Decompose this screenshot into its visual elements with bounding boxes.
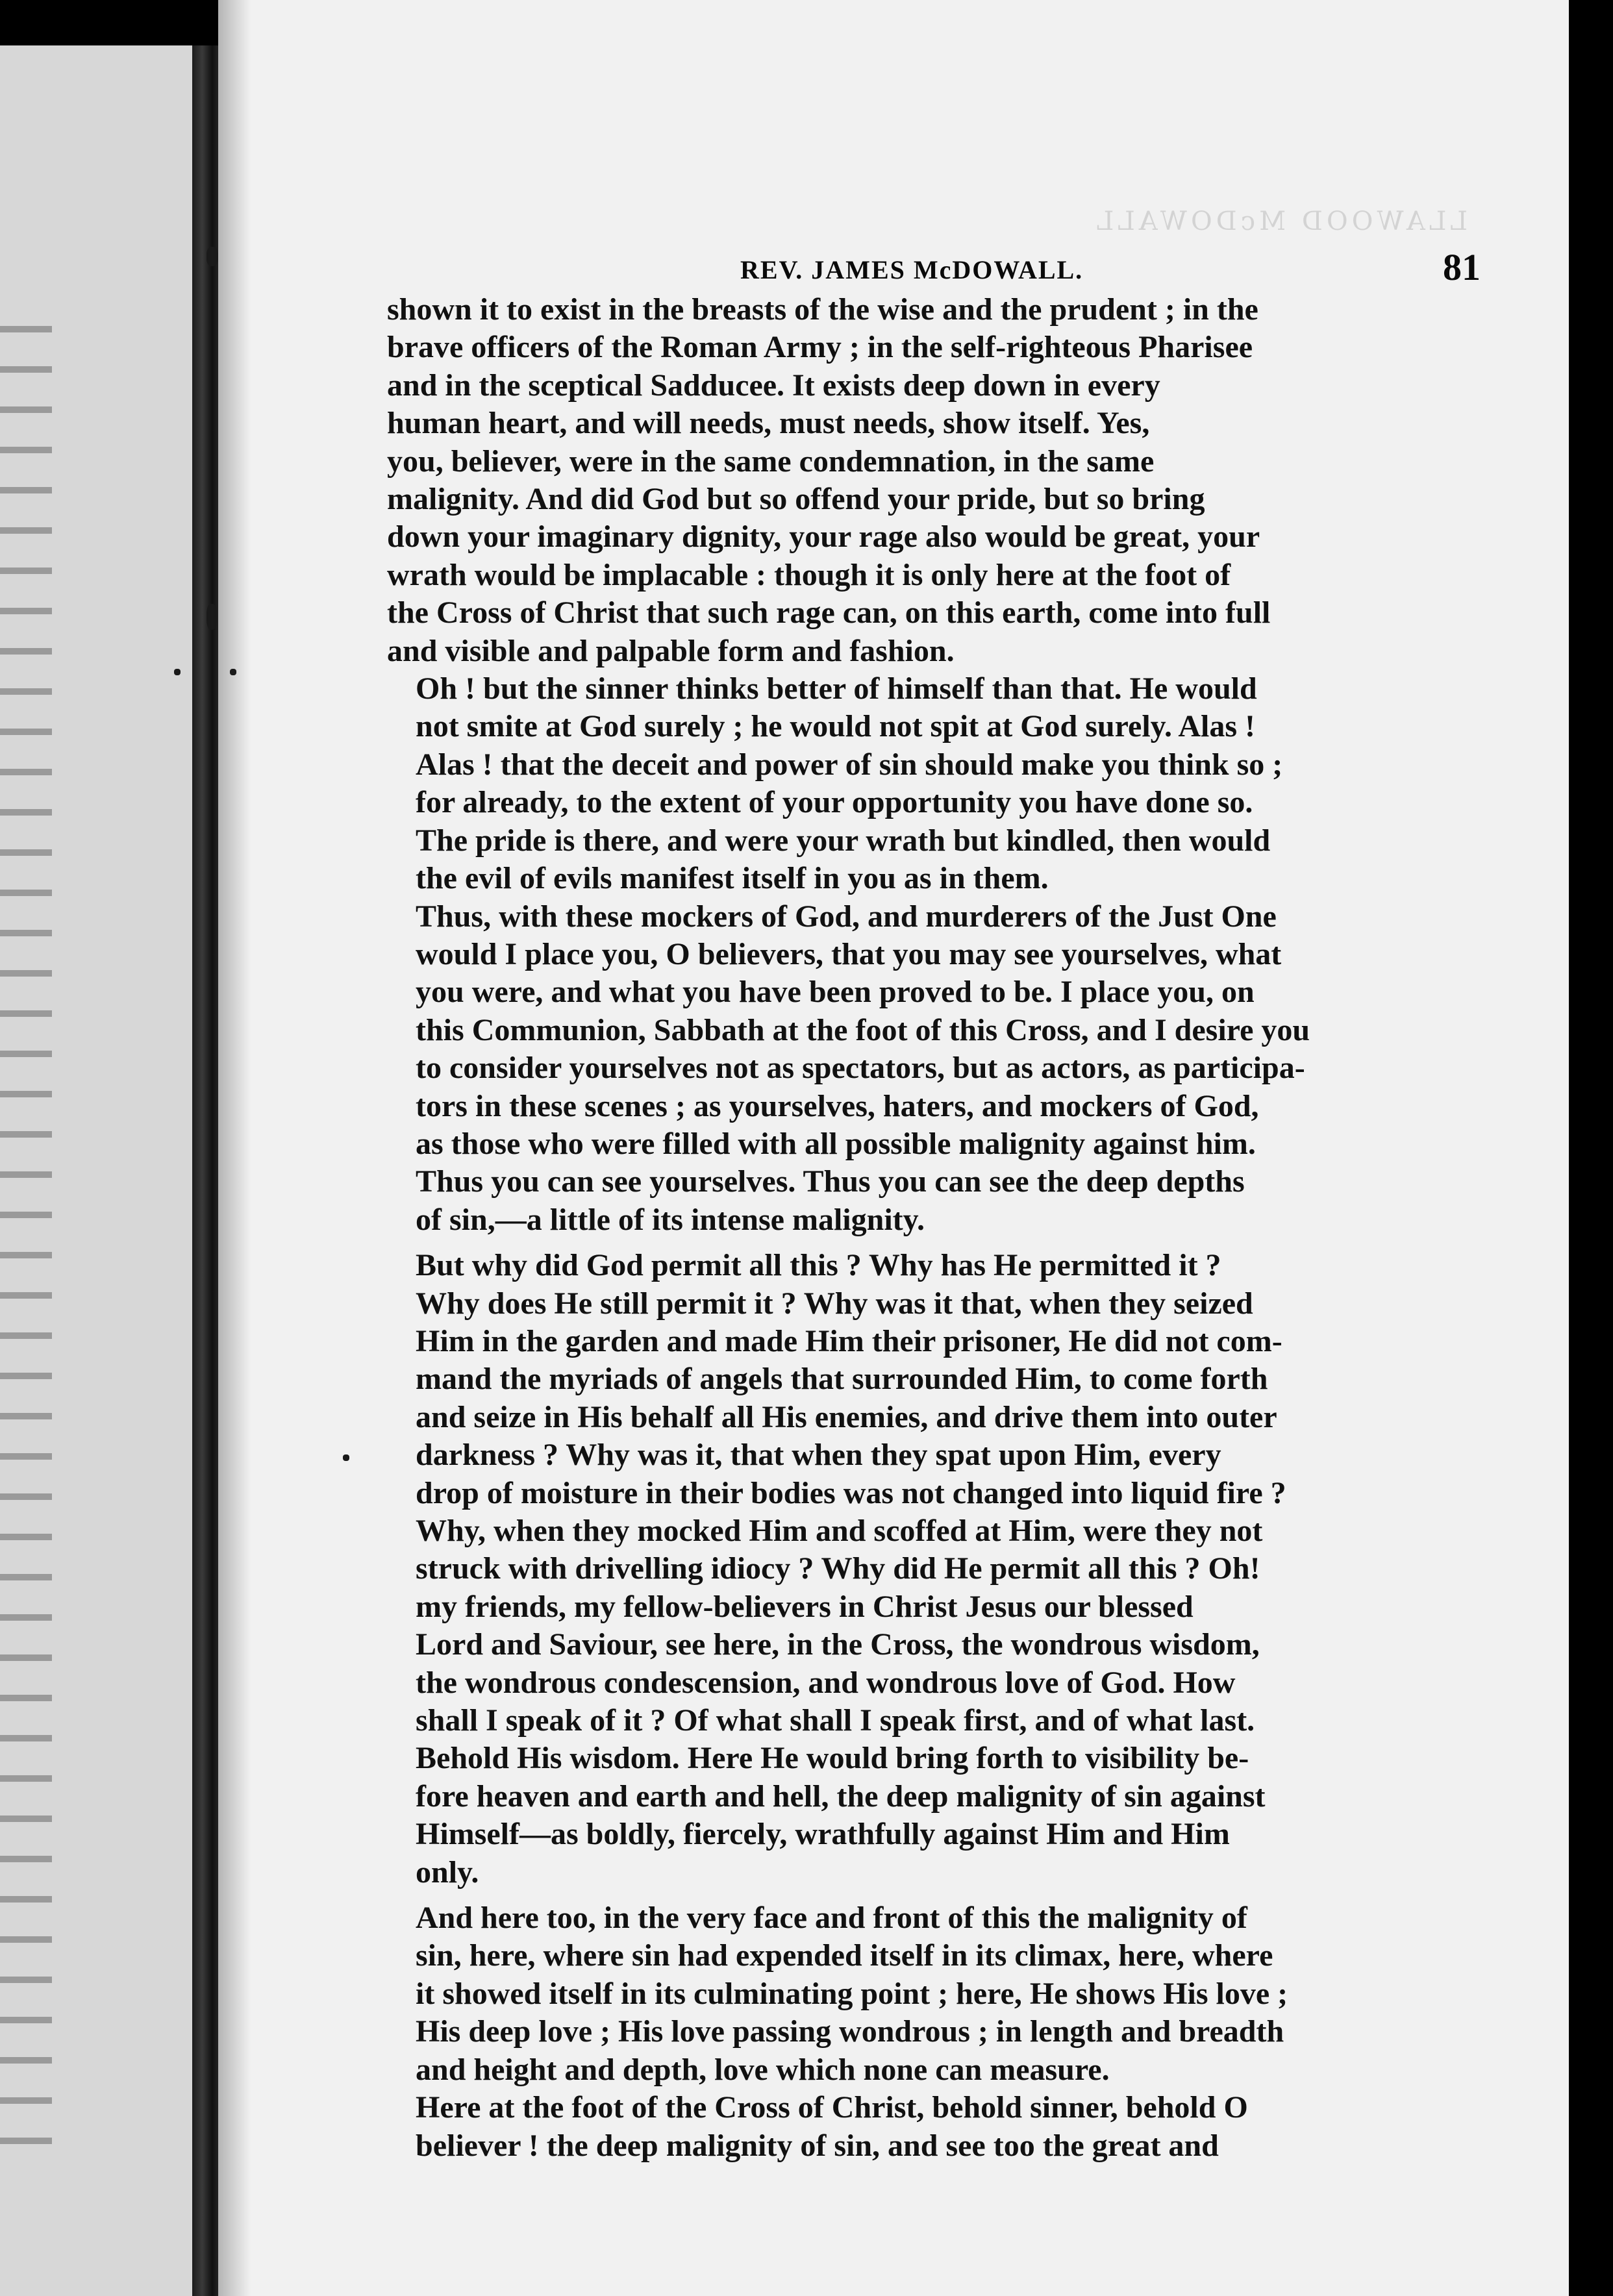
text-line: it showed itself in its culminating point ; here, He shows His love ; <box>416 1976 1288 2011</box>
text-line: to consider yourselves not as spectators, but as actors, as participa- <box>416 1051 1305 1086</box>
ink-mark <box>206 604 217 630</box>
scan-right-border <box>1569 0 1613 2296</box>
text-line: Lord and Saviour, see here, in the Cross, the wondrous wisdom, <box>416 1627 1260 1662</box>
text-line: Himself—as boldly, fiercely, wrathfully against Him and Him <box>416 1817 1230 1852</box>
text-line: brave officers of the Roman Army ; in the self-righteous Pharisee <box>387 330 1253 365</box>
page-number: 81 <box>1443 246 1481 288</box>
paragraph <box>387 2089 1491 2165</box>
text-line: and height and depth, love which none can measure. <box>416 2052 1110 2087</box>
text-line: tors in these scenes ; as yourselves, haters, and mockers of God, <box>416 1088 1259 1123</box>
bleed-through-header: LLAWOOD McDOWALL <box>1092 206 1468 236</box>
text-line: this Communion, Sabbath at the foot of this Cross, and I desire you <box>416 1012 1310 1047</box>
text-line: not smite at God surely ; he would not spit at God surely. Alas ! <box>416 709 1256 744</box>
text-line: wrath would be implacable : though it is only here at the foot of <box>387 557 1231 592</box>
text-line: would I place you, O believers, that you may see yourselves, what <box>416 936 1282 971</box>
text-line: only. <box>416 1854 479 1890</box>
text-line: The pride is there, and were your wrath but kindled, then would <box>416 823 1271 858</box>
text-line: Alas ! that the deceit and power of sin should make you think so ; <box>416 747 1283 782</box>
text-line: Why, when they mocked Him and scoffed at Him, were they not <box>416 1514 1263 1548</box>
paragraph <box>387 291 1491 670</box>
text-line: the Cross of Christ that such rage can, on this earth, come into full <box>387 595 1271 630</box>
text-line: believer ! the deep malignity of sin, and see too the great and <box>416 2128 1219 2163</box>
paragraph <box>387 1740 1491 1891</box>
text-line: you, believer, were in the same condemnation, in the same <box>387 443 1155 479</box>
text-line: of sin,—a little of its intense malignity. <box>416 1202 925 1237</box>
text-line: drop of moisture in their bodies was not changed into liquid fire ? <box>416 1475 1286 1510</box>
text-line: and seize in His behalf all His enemies, and drive them into outer <box>416 1399 1277 1434</box>
book-gutter <box>192 45 221 2296</box>
ink-mark <box>206 247 218 266</box>
page-header <box>740 247 1507 292</box>
text-line: But why did God permit all this ? Why has He permitted it ? <box>416 1248 1221 1283</box>
text-line: sin, here, where sin had expended itself in its climax, here, where <box>416 1938 1273 1973</box>
left-page-fragment <box>0 45 205 2296</box>
text-line: Here at the foot of the Cross of Christ, behold sinner, behold O <box>416 2090 1248 2125</box>
paragraph <box>387 898 1491 1240</box>
text-line: fore heaven and earth and hell, the deep malignity of sin against <box>416 1778 1266 1814</box>
text-line: for already, to the extent of your opportunity you have done so. <box>416 785 1253 820</box>
text-line: Why does He still permit it ? Why was it that, when they seized <box>416 1286 1253 1321</box>
text-line: Thus you can see yourselves. Thus you can see the deep depths <box>416 1164 1245 1199</box>
text-line: shall I speak of it ? Of what shall I speak first, and of what last. <box>416 1703 1255 1738</box>
text-line: mand the myriads of angels that surrounded Him, to come forth <box>416 1362 1268 1397</box>
paragraph <box>387 1899 1491 2089</box>
text-line: struck with drivelling idiocy ? Why did He permit all this ? Oh! <box>416 1551 1260 1586</box>
text-line: my friends, my fellow-believers in Christ Jesus our blessed <box>416 1589 1194 1624</box>
running-head: REV. JAMES McDOWALL. <box>740 255 1084 284</box>
page-fold-shadow <box>218 0 251 2296</box>
body-text <box>387 291 1491 2165</box>
text-line: the evil of evils manifest itself in you as in them. <box>416 861 1049 896</box>
text-line: and in the sceptical Sadducee. It exists deep down in every <box>387 368 1160 403</box>
paragraph <box>387 1247 1491 1740</box>
text-line: malignity. And did God but so offend your pride, but so bring <box>387 482 1205 517</box>
ink-mark <box>230 669 236 675</box>
text-line: darkness ? Why was it, that when they spat upon Him, every <box>416 1438 1221 1473</box>
text-line: Behold His wisdom. Here He would bring forth to visibility be- <box>416 1741 1249 1776</box>
text-line: His deep love ; His love passing wondrous ; in length and breadth <box>416 2014 1284 2049</box>
text-line: And here too, in the very face and front of this the malignity of <box>416 1901 1247 1936</box>
ink-mark <box>174 669 181 675</box>
text-line: Oh ! but the sinner thinks better of himself than that. He would <box>416 671 1257 706</box>
text-line: shown it to exist in the breasts of the wise and the prudent ; in the <box>387 292 1258 327</box>
text-line: Him in the garden and made Him their prisoner, He did not com- <box>416 1323 1282 1358</box>
paragraph <box>387 670 1491 897</box>
text-line: Thus, with these mockers of God, and murderers of the Just One <box>416 899 1277 934</box>
text-line: down your imaginary dignity, your rage also would be great, your <box>387 519 1260 555</box>
text-line: you were, and what you have been proved to be. I place you, on <box>416 975 1255 1010</box>
text-line: the wondrous condescension, and wondrous love of God. How <box>416 1665 1236 1700</box>
ink-mark <box>343 1454 349 1461</box>
text-line: human heart, and will needs, must needs, show itself. Yes, <box>387 406 1150 441</box>
text-line: as those who were filled with all possible malignity against him. <box>416 1126 1256 1161</box>
left-page-text-edge <box>0 292 52 2175</box>
text-line: and visible and palpable form and fashion. <box>387 633 955 668</box>
